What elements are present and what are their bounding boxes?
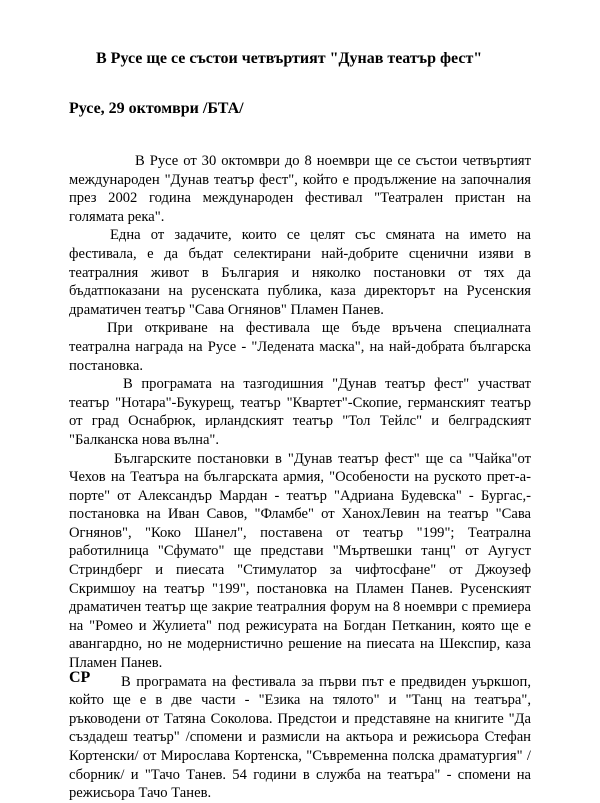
- paragraph: В програмата на фестивала за първи път е предвиден уъркшоп, който ще е в две части - "Езика на тялото" и "Танц на театъра", ръководени от Татяна Соколова. Предстои и представяне на книгите "Да създадеш театър" /спомени и размисли на актьора и режисьора Стефан Кортенски/ от Мирослава Кортенска, "Съвременна полска драматургия" /сборник/ и "Тачо Танев. 54 години в служба на театъра" - спомени на режисьора Тачо Танев.: [69, 673, 531, 802]
- paragraph: Една от задачите, които се целят със смяната на името на фестивала, е да бъдат селектирани най-добрите сценични изяви в театралния живот в България и няколко постановки от тях да бъдатпоказани на русенската публика, каза директорът на Русенския драматичен театър "Сава Огнянов" Пламен Панев.: [69, 227, 531, 318]
- document-title: В Русе ще се състои четвъртият "Дунав театър фест": [96, 50, 483, 67]
- paragraph: Българските постановки в "Дунав театър фест" ще са "Чайка"от Чехов на Театъра на българската армия, "Особености на руското прет-а-порте" от Александър Мардан - театър "Адриана Будевска" - Бургас,- постановка на Иван Савов, "Фламбе" от ХанохЛевин на театър "Сава Огнянов", "Коко Шанел", поставена от театър "199"; Театрална работилница "Сфумато" ще представи "Мъртвешки танц" от Аугуст Стриндберг и пиесата "Стимулатор за чифтосфане" от Джоузеф Скримшоу на театър "199", постановка на Пламен Панев. Русенският драматичен театър ще закрие театралния форум на 8 ноември с премиера на "Ромео и Жулиета" под режисурата на Богдан Петканин, която ще е авангардно, но не модернистично решение на пиесата на Шекспир, каза Пламен Панев.: [69, 450, 531, 672]
- dateline: Русе, 29 октомври /БТА/: [69, 100, 244, 117]
- author-initials: СР: [69, 669, 91, 686]
- paragraph: При откриване на фестивала ще бъде връчена специалната театрална награда на Русе - "Ледената маска", на най-добрата българска постановка.: [69, 320, 531, 374]
- paragraph: В Русе от 30 октомври до 8 ноември ще се състои четвъртият международен "Дунав театър фест", който е продължение на започналия през 2002 година международен фестивал "Театрален пристан на голямата река".: [69, 153, 531, 225]
- article-body: [69, 152, 531, 803]
- paragraph: В програмата на тазгодишния "Дунав театър фест" участват театър "Нотара"-Букурещ, театър "Квартет"-Скопие, германският театър от град Оснабрюк, ирландският театър "Тол Тейлс" и белградският "Балканска нова вълна".: [69, 376, 531, 448]
